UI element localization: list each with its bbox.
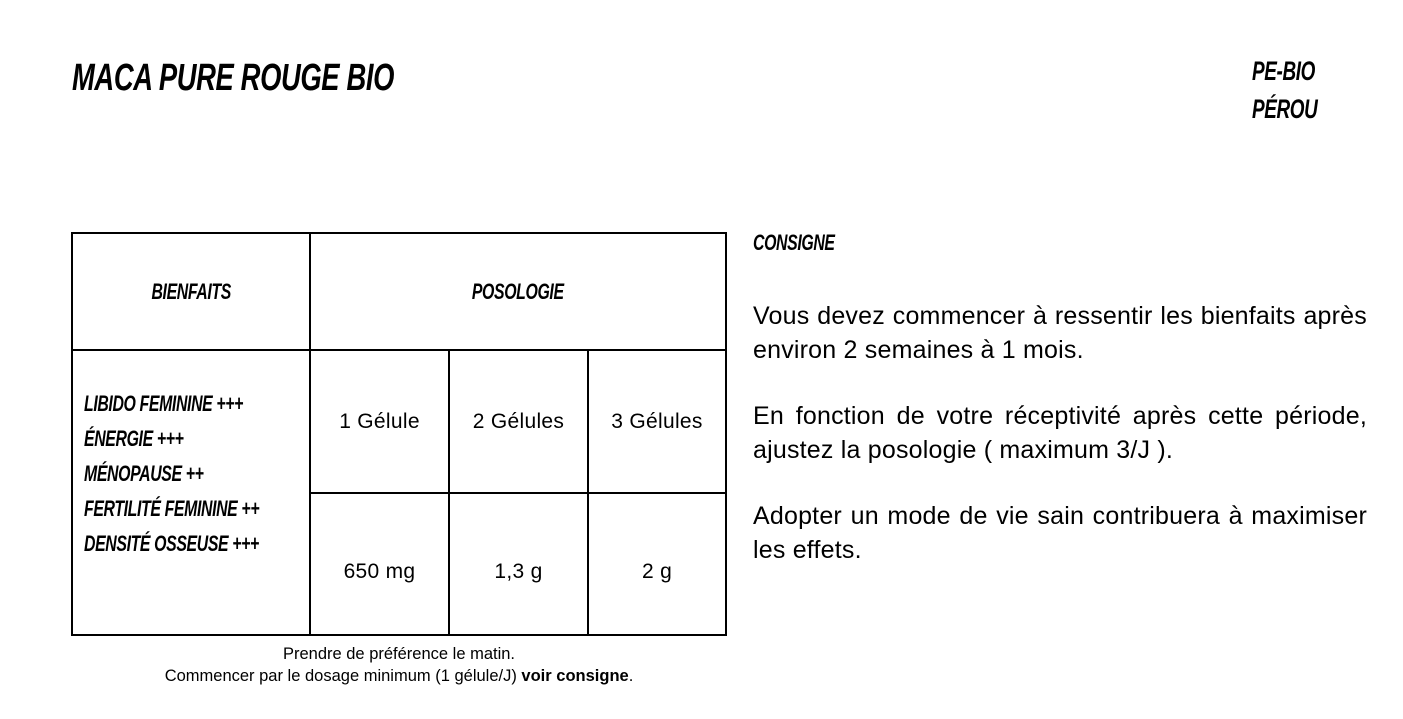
capsule-count: 2 Gélules [472, 409, 565, 433]
amount-cell [450, 494, 587, 634]
amount-value: 1,3 g [494, 560, 543, 583]
header-benefits: BIENFAITS [151, 278, 231, 304]
benefit-item: ÉNERGIE +++ [84, 426, 184, 451]
instructions-paragraph: Adopter un mode de vie sain contribuera à maximiser les effets. [753, 502, 1367, 564]
note-line-1: Prendre de préférence le matin. [282, 645, 516, 663]
amount-cell [589, 494, 725, 634]
capsule-count: 1 Gélule [339, 409, 420, 433]
instructions-paragraph: Vous devez commencer à ressentir les bienfaits après environ 2 semaines à 1 mois. [753, 302, 1367, 364]
amount-value: 2 g [641, 560, 673, 583]
origin-country: PÉROU [1252, 94, 1318, 124]
header-dosage: POSOLOGIE [472, 278, 564, 304]
capsule-cell [311, 351, 448, 492]
benefit-item: FERTILITÉ FEMININE ++ [84, 496, 260, 521]
benefit-item: DENSITÉ OSSEUSE +++ [84, 531, 259, 556]
benefits-list [84, 386, 327, 561]
dosage-table [71, 232, 727, 636]
note-line-2-text: Commencer par le dosage minimum (1 gélule/J) [164, 667, 522, 685]
origin-block [1240, 52, 1320, 128]
see-instructions-link: voir consigne [521, 667, 629, 685]
product-title: MACA PURE ROUGE BIO [72, 57, 395, 99]
instructions-title: CONSIGNE [753, 230, 835, 255]
benefit-item: LIBIDO FEMININE +++ [84, 391, 244, 416]
header-cell-dosage [311, 234, 725, 349]
capsule-cell [450, 351, 587, 492]
origin-code: PE-BIO [1252, 56, 1316, 86]
capsule-cell [589, 351, 725, 492]
header-cell-benefits [73, 234, 309, 349]
benefit-item: MÉNOPAUSE ++ [84, 461, 204, 486]
note-line-2 [71, 665, 727, 687]
capsule-count: 3 Gélules [611, 409, 703, 433]
instructions-paragraph: En fonction de votre réceptivité après cette période, ajustez la posologie ( maximum 3/J ). [753, 402, 1367, 464]
amount-value: 650 mg [343, 560, 416, 583]
note-line-2-end: . [628, 667, 634, 685]
amount-cell [311, 494, 448, 634]
